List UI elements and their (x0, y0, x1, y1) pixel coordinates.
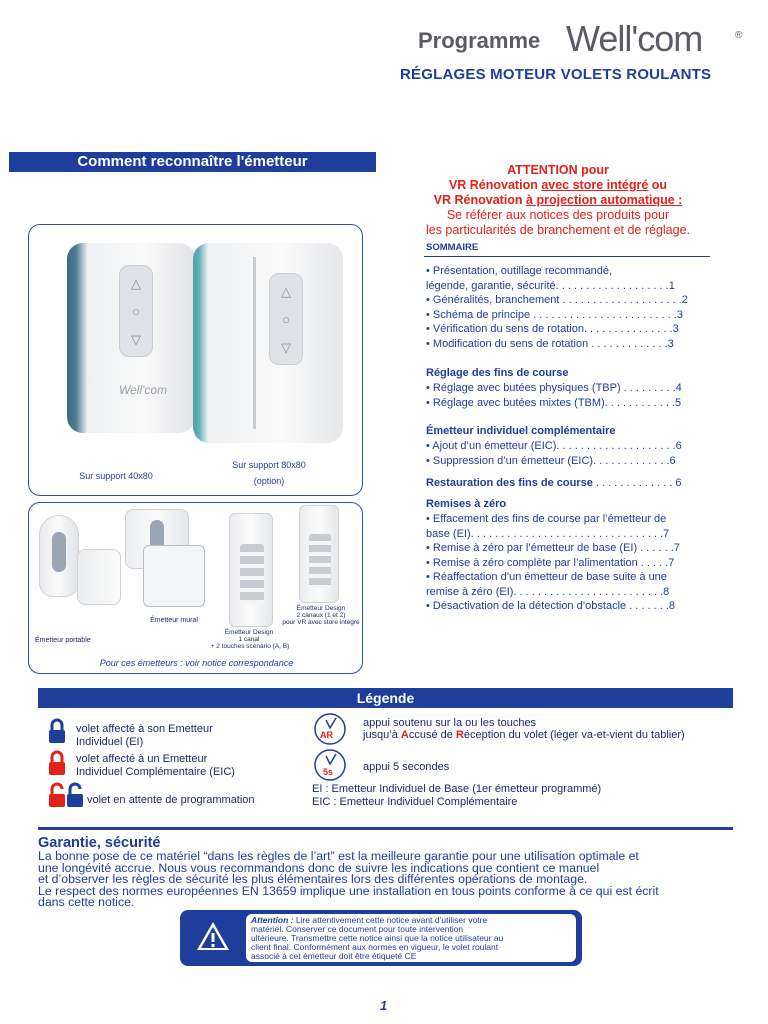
caption-design1-l1: Émetteur Design (224, 629, 274, 636)
legend-ar-line1: appui soutenu sur la ou les touches (363, 717, 537, 729)
warning-triangle-icon (195, 920, 231, 952)
ar-line2-a: jusqu’à (363, 729, 401, 741)
toc-entry: • Désactivation de la détection d’obstacle . . . . . . .8 (426, 600, 676, 612)
caption-80x80: Sur support 80x80 (232, 460, 306, 470)
warning-text (246, 914, 576, 962)
attention-line2-a: VR Rénovation (448, 178, 542, 192)
caption-design1-l3: + 2 touches scénario (A, B) (210, 643, 290, 650)
down-arrow-icon: ▽ (281, 340, 291, 355)
toc-entry: remise à zéro (EI). . . . . . . . . . . . . . . . . . . . . . . . .8 (426, 585, 670, 598)
stop-icon: ○ (132, 304, 140, 319)
panel-footer-note: Pour ces émetteurs : voir notice correspondance (99, 658, 294, 668)
lock-open-pair-icon (48, 782, 84, 808)
toc-entry: • Schéma de principe . . . . . . . . . . . . . . . . . . . . . . . .3 (426, 308, 683, 321)
attention-block (400, 163, 716, 238)
ar-line2-b: ccusé de (408, 729, 456, 741)
caption-portable: Émetteur portable (35, 637, 91, 644)
garantie-line2: une longévité accrue. Nous vous recommandons donc de suivre les indications que contient ce manuel (38, 860, 600, 875)
caption-design2-l1: Émetteur Design (296, 605, 346, 612)
toc-entry: • Suppression d’un émetteur (EIC). . . . . . . . . . . . .6 (426, 454, 676, 467)
toc-entry: • Modification du sens de rotation . . . . . . . . . . . . .3 (426, 337, 674, 350)
design-emitter-1-image (229, 513, 273, 627)
toc-heading-remises: Remises à zéro (426, 498, 507, 510)
stop-icon: ○ (282, 312, 290, 327)
legend-eic-line1: volet affecté à un Emetteur (76, 753, 208, 765)
up-arrow-icon: △ (281, 284, 291, 299)
legend-waiting: volet en attente de programmation (87, 794, 255, 806)
toc-group-general (426, 264, 688, 351)
down-arrow-icon: ▽ (131, 332, 141, 347)
device-logo: Well'com (119, 383, 168, 397)
toc-restauration (426, 477, 682, 489)
toc-entry: • Généralités, branchement . . . . . . . . . . . . . . . . . . . .2 (426, 294, 688, 306)
caption-option: (option) (253, 476, 285, 486)
legend-ar-line2 (363, 729, 685, 742)
warning-line3: ultérieure. Transmettre cette notice ainsi que la notice utilisateur au (251, 933, 504, 943)
garantie-divider (38, 827, 733, 830)
ar-line2-R: R (455, 729, 464, 741)
up-arrow-icon: △ (131, 276, 141, 291)
warning-line4: client final. Conformément aux normes en vigueur, le volet roulant (251, 942, 499, 952)
design-emitter-2-image (299, 505, 339, 603)
warning-label: Attention : (251, 915, 294, 925)
caption-mural: Émetteur mural (150, 617, 198, 624)
page-number: 1 (380, 998, 388, 1013)
portable-emitter-image (39, 515, 79, 597)
attention-line1: ATTENTION pour (507, 163, 609, 177)
toc-group-eic (426, 439, 682, 468)
caption-40x80: Sur support 40x80 (79, 471, 153, 481)
garantie-title: Garantie, sécurité (38, 835, 161, 851)
toc-entry: • Réaffectation d’un émetteur de base suite à une (426, 571, 667, 583)
toc-entry: • Présentation, outillage recommandé, (426, 265, 613, 277)
legend-5s: appui 5 secondes (363, 761, 450, 773)
legend-ei-line1: volet affecté à son Emetteur (76, 723, 213, 735)
toc-entry: • Réglage avec butées physiques (TBP) . . . . . . . . .4 (426, 382, 682, 394)
attention-line2-c: ou (648, 178, 668, 192)
wall-support-panel (28, 224, 363, 496)
brand-logo: Well'com (566, 18, 703, 59)
garantie-line3: et d’observer les règles de sécurité les plus élémentaires lors des différentes opérations de montage. (38, 872, 588, 886)
attention-line2-b: avec store intégré (541, 178, 649, 192)
ar-line2-A: A (400, 729, 409, 741)
caption-design1-l2: 1 canal (238, 636, 260, 643)
registered-mark: ® (735, 30, 743, 41)
toc-heading-eic: Émetteur individuel complémentaire (426, 425, 616, 437)
timer-ar-icon (312, 712, 348, 746)
emitters-panel (28, 502, 363, 674)
attention-line5: les particularités de branchement et de réglage. (425, 223, 691, 237)
toc-entry: légende, garantie, sécurité. . . . . . . . . . . . . . . . . . .1 (426, 279, 675, 292)
ar-line2-c: éception du volet (léger va-et-vient du tablier) (463, 729, 685, 741)
caption-design2-l3: pour VR avec store intégré (282, 619, 360, 626)
toc-entry: base (EI). . . . . . . . . . . . . . . . . . . . . . . . . . . . . . . .7 (426, 527, 670, 540)
programme-label: Programme (418, 28, 541, 53)
toc-divider (424, 256, 710, 257)
ar-badge: AR (320, 730, 333, 740)
lock-blue-icon (48, 718, 66, 744)
toc-group-remises (426, 512, 680, 614)
portable-support-image (77, 549, 121, 605)
toc-heading-restauration: Restauration des fins de course (426, 477, 593, 489)
toc-group-fins (426, 381, 682, 410)
s5-badge: 5s (323, 767, 334, 777)
attention-line3-a: VR Rénovation (433, 193, 527, 207)
warning-line1: Lire attentivement cette notice avant d’utiliser votre (293, 915, 488, 925)
legend-eic-line2: Individuel Complémentaire (EIC) (76, 766, 235, 778)
wall-bracket-image (143, 545, 205, 607)
toc-entry: • Vérification du sens de rotation. . . . . . . . . . . . . . .3 (426, 323, 679, 335)
page-subtitle: RÉGLAGES MOTEUR VOLETS ROULANTS (400, 66, 712, 83)
garantie-line5: dans cette notice. (38, 895, 135, 909)
caption-design2-l2: 2 canaux (1 et 2) (296, 612, 346, 619)
attention-line3-b: à projection automatique : (526, 193, 683, 207)
lock-red-icon (48, 750, 66, 776)
garantie-line4: Le respect des normes européennes EN 13659 implique une installation en tous points conforme à ce qui est écrit (38, 883, 659, 898)
toc-entry: • Effacement des fins de course par l’émetteur de (426, 513, 667, 525)
legend-ei-line2: Individuel (EI) (76, 736, 144, 748)
toc-heading-fins: Réglage des fins de course (426, 367, 569, 379)
toc-restauration-page: . . . . . . . . . . . . . 6 (595, 477, 682, 489)
legend-ei-def: EI : Emetteur Individuel de Base (1er émetteur programmé) (312, 783, 602, 795)
toc-entry: • Remise à zéro complète par l’alimentation . . . . .7 (426, 556, 675, 569)
toc-title: SOMMAIRE (426, 242, 479, 253)
warning-line2: matériel. Conserver ce document pour toute intervention (251, 924, 464, 934)
garantie-line1: La bonne pose de ce matériel “dans les règles de l’art” est la meilleure garantie pour une utilisation optimale et (38, 849, 639, 863)
toc-entry: • Remise à zéro par l’émetteur de base (EI) . . . . . .7 (426, 542, 680, 554)
emitter-40x80-image (67, 243, 195, 433)
legend-title: Légende (38, 688, 733, 708)
legend-eic-def: EIC : Emetteur Individuel Complémentaire (312, 796, 518, 808)
emitter-80x80-image (193, 243, 343, 443)
warning-line5: associé à cet émetteur doit être étiqueté CE (251, 951, 417, 961)
garantie-body (38, 851, 738, 909)
toc-entry: • Réglage avec butées mixtes (TBM). . . . . . . . . . . .5 (426, 396, 682, 409)
section-title-emetteur: Comment reconnaître l'émetteur (9, 152, 376, 172)
toc-entry: • Ajout d’un émetteur (EIC). . . . . . . . . . . . . . . . . . . .6 (426, 440, 682, 452)
attention-line4: Se référer aux notices des produits pour (446, 208, 670, 222)
